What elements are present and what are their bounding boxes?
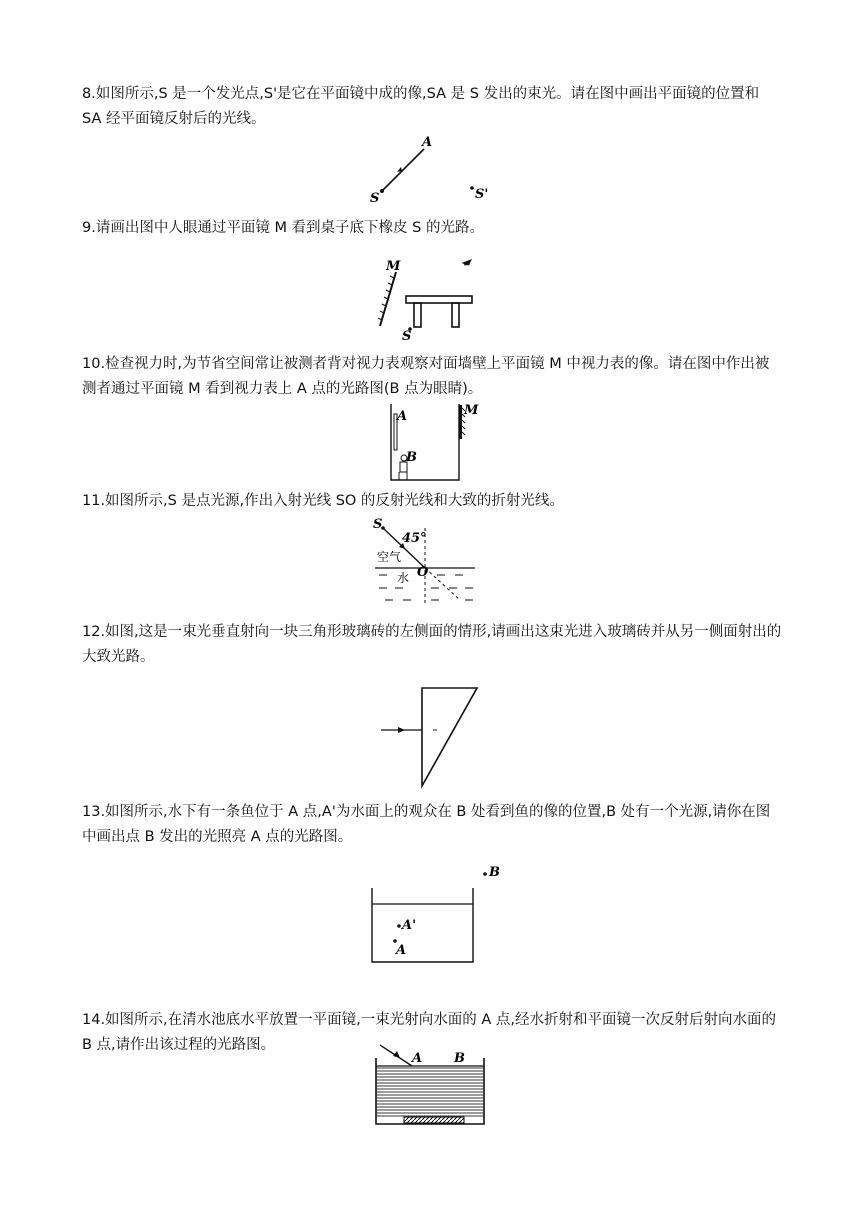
mirror-m bbox=[459, 405, 462, 439]
label-a: A bbox=[397, 409, 408, 424]
label-s-prime: S' bbox=[475, 187, 489, 202]
label-angle: 45° bbox=[402, 531, 427, 546]
label-a: A bbox=[412, 1051, 423, 1066]
label-water: 水 bbox=[397, 571, 410, 585]
figure-12 bbox=[375, 680, 485, 795]
label-b: B bbox=[406, 450, 417, 465]
figure-10 bbox=[385, 400, 485, 486]
question-11-text: 11.如图所示,S 是点光源,作出入射光线 SO 的反射光线和大致的折射光线。 bbox=[82, 493, 564, 509]
ray-sa bbox=[382, 149, 424, 191]
label-b: B bbox=[454, 1051, 465, 1066]
eye-icon bbox=[463, 260, 471, 265]
label-m: M bbox=[464, 403, 479, 418]
figure-13 bbox=[365, 862, 505, 966]
figure-11 bbox=[365, 518, 485, 608]
label-a: A bbox=[422, 135, 433, 150]
glass-prism bbox=[422, 688, 477, 786]
table-leg-right bbox=[452, 303, 459, 327]
label-m: M bbox=[386, 259, 401, 274]
plane-mirror bbox=[404, 1117, 464, 1123]
point-s-prime bbox=[470, 186, 474, 190]
question-14-text: 14.如图所示,在清水池底水平放置一平面镜,一束光射向水面的 A 点,经水折射和平面镜一次反射后射向水面的 B 点,请作出该过程的光路图。 bbox=[82, 1012, 777, 1053]
label-s: S bbox=[370, 191, 380, 206]
figure-8 bbox=[360, 130, 500, 210]
question-13-text: 13.如图所示,水下有一条鱼位于 A 点,A'为水面上的观众在 B 处看到鱼的像的位置,B 处有一个光源,请你在图中画出点 B 发出的光照亮 A 点的光路图。 bbox=[82, 804, 771, 845]
question-8-text: 8.如图所示,S 是一个发光点,S'是它在平面镜中成的像,SA 是 S 发出的束光。请在图中画出平面镜的位置和 SA 经平面镜反射后的光线。 bbox=[82, 86, 760, 127]
label-s: S bbox=[402, 329, 412, 342]
label-air: 空气 bbox=[377, 550, 402, 564]
label-s: S bbox=[373, 518, 383, 532]
question-10-text: 10.检查视力时,为节省空间常让被测者背对视力表观察对面墙壁上平面镜 M 中视力表的像。请在图中作出被测者通过平面镜 M 看到视力表上 A 点的光路图(B 点为眼睛)。 bbox=[82, 356, 770, 397]
label-b: B bbox=[489, 865, 500, 880]
figure-14 bbox=[370, 1040, 495, 1130]
mirror-hatch bbox=[378, 276, 394, 320]
question-9-text: 9.请画出图中人眼通过平面镜 M 看到桌子底下橡皮 S 的光路。 bbox=[82, 220, 484, 236]
arrow-icon bbox=[398, 727, 405, 733]
point-a-prime bbox=[397, 924, 401, 928]
table-leg-left bbox=[414, 303, 421, 327]
question-12-text: 12.如图,这是一束光垂直射向一块三角形玻璃砖的左侧面的情形,请画出这束光进入玻璃砖并从另一侧面射出的大致光路。 bbox=[82, 624, 782, 665]
water-body bbox=[376, 1066, 484, 1118]
tank-outline bbox=[372, 888, 473, 962]
point-s bbox=[380, 189, 384, 193]
label-a-prime: A' bbox=[402, 918, 417, 933]
figure-9 bbox=[370, 256, 490, 342]
point-b bbox=[483, 872, 487, 876]
extension-line bbox=[425, 568, 460, 600]
table-top bbox=[406, 296, 472, 303]
label-a: A bbox=[396, 943, 407, 958]
label-o: O bbox=[417, 565, 429, 580]
